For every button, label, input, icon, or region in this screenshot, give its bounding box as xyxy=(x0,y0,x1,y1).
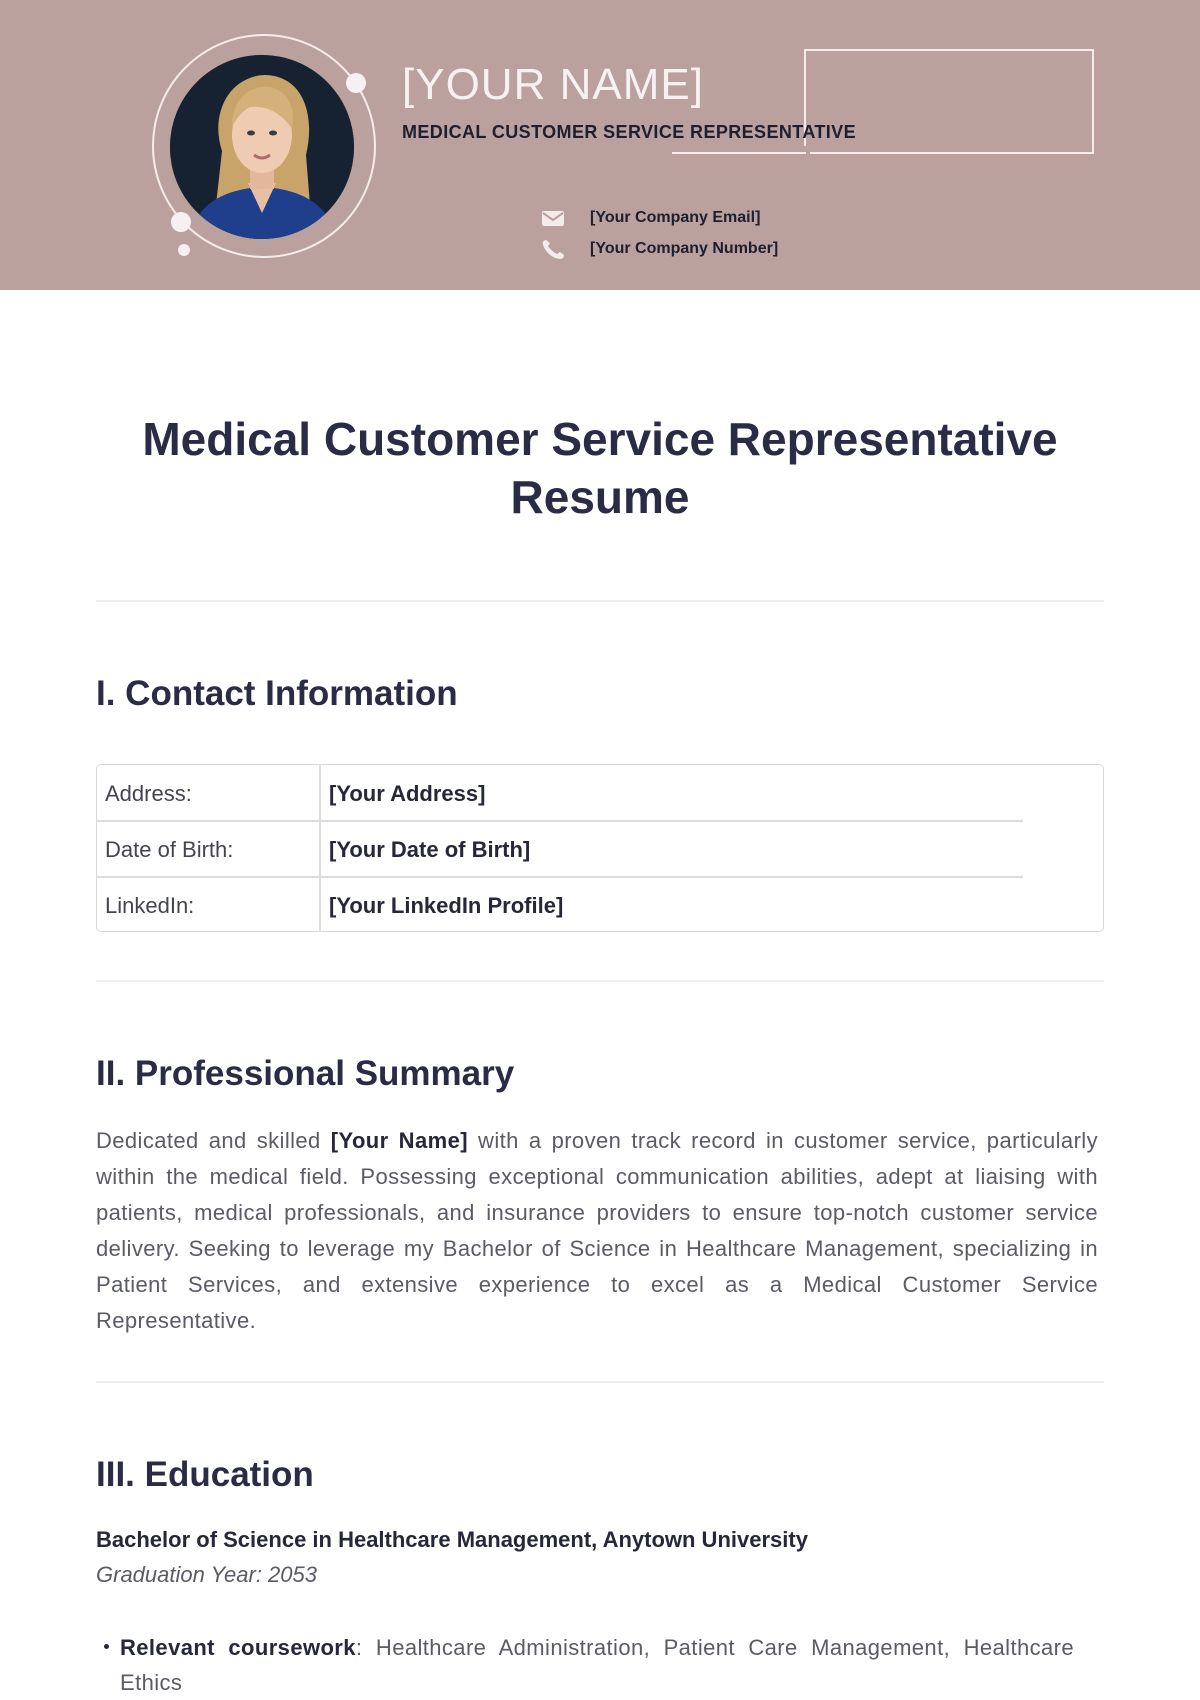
divider xyxy=(96,980,1104,982)
table-row xyxy=(97,821,1103,877)
company-email: [Your Company Email] xyxy=(590,209,761,226)
divider xyxy=(96,1381,1104,1383)
coursework-label: Relevant coursework xyxy=(120,1635,356,1660)
contact-table xyxy=(96,764,1104,932)
table-row xyxy=(97,765,1103,821)
summary-heading: II. Professional Summary xyxy=(96,1054,515,1093)
phone-icon xyxy=(540,238,566,260)
summary-paragraph: Dedicated and skilled [Your Name] with a proven track record in customer service, particularly within the medical field. Possessing exceptional communication abilities, adept at liaising with patients, medical professionals, and insurance providers to ensure top-notch customer service delivery. Seeking to leverage my Bachelor of Science in Healthcare Management, specializing in Patient Services, and extensive experience to excel as a Medical Customer Service Representative. xyxy=(96,1128,1098,1333)
document-title: Medical Customer Service Representative Resume xyxy=(142,413,1058,523)
dob-value: [Your Date of Birth] xyxy=(329,837,531,862)
profile-photo xyxy=(170,55,354,239)
dob-label: Date of Birth: xyxy=(105,837,234,862)
address-value: [Your Address] xyxy=(329,781,486,806)
resume-name: [YOUR NAME] xyxy=(402,60,704,109)
phone-row xyxy=(540,236,778,262)
ring-dot xyxy=(178,244,190,256)
job-role: MEDICAL CUSTOMER SERVICE REPRESENTATIVE xyxy=(402,122,856,142)
table-row xyxy=(97,877,1103,933)
linkedin-value: [Your LinkedIn Profile] xyxy=(329,893,564,918)
name-frame-line xyxy=(672,152,806,154)
graduation-year: Graduation Year: 2053 xyxy=(96,1562,317,1587)
address-label: Address: xyxy=(105,781,192,806)
linkedin-label: LinkedIn: xyxy=(105,893,195,918)
education-heading: III. Education xyxy=(96,1455,314,1494)
email-icon xyxy=(540,207,566,229)
ring-dot xyxy=(346,73,366,93)
email-row xyxy=(540,205,760,231)
company-number: [Your Company Number] xyxy=(590,240,779,257)
summary-name: [Your Name] xyxy=(330,1128,468,1153)
coursework-item: Relevant coursework: Healthcare Administration, Patient Care Management, Healthcare Ethics xyxy=(120,1635,1074,1695)
divider xyxy=(96,600,1104,602)
bullet xyxy=(104,1644,109,1649)
resume-header xyxy=(0,0,1200,290)
contact-heading: I. Contact Information xyxy=(96,674,458,713)
degree: Bachelor of Science in Healthcare Management, Anytown University xyxy=(96,1527,808,1552)
ring-dot xyxy=(171,212,191,232)
